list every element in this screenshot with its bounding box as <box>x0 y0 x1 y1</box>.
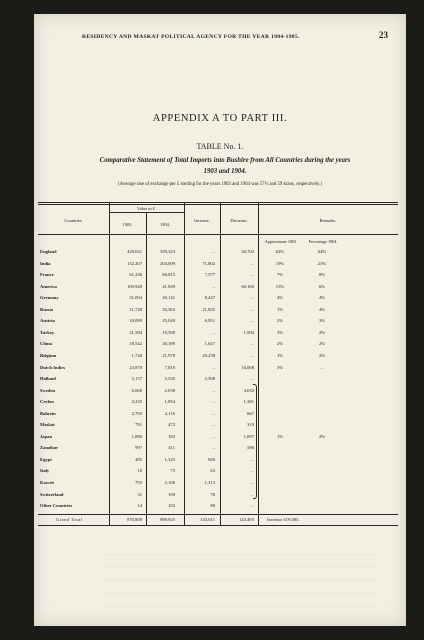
country-cell: Dutch Indies <box>40 364 66 370</box>
exchange-rate-note: (Average rate of exchange per £ sterling for the years 1903 and 1904 was 57½ and 59 krans, respectively.) <box>118 182 322 187</box>
document-page <box>34 14 406 626</box>
increase-cell: ... <box>211 249 215 254</box>
table-row <box>34 318 406 330</box>
col-header-decrease: Decrease. <box>230 218 248 223</box>
value-1904-cell: 40,141 <box>162 295 175 301</box>
increase-cell: ... <box>211 364 215 370</box>
value-1903-cell: 2,783 <box>131 410 142 416</box>
increase-cell: 63 <box>210 468 215 474</box>
country-cell: Zanzibar <box>40 445 59 451</box>
leader-dots: ··· <box>70 306 93 312</box>
decrease-cell: 586 <box>247 445 254 451</box>
table-row <box>34 399 406 411</box>
leader-dots: ··· <box>70 295 93 301</box>
value-1904-cell: 1,325 <box>164 456 175 462</box>
col-header-1904: 1904. <box>160 222 170 227</box>
value-1904-cell: 5,535 <box>164 376 175 382</box>
value-1903-cell: 1,740 <box>131 352 142 358</box>
country-cell: Sweden <box>40 387 56 393</box>
remark-1903-cell: 1% <box>276 352 284 358</box>
table-top-rule-double <box>38 204 398 205</box>
decrease-cell: 1,994 <box>243 329 254 335</box>
remark-1904-cell: 23% <box>317 260 327 266</box>
col-header-countries: Countries. <box>64 218 83 223</box>
page-number: 23 <box>379 30 388 40</box>
country-cell: Egypt <box>40 456 52 462</box>
remark-1904-cell: 4% <box>318 306 326 312</box>
country-cell: Germany <box>40 295 59 301</box>
country-cell: Turkey <box>40 329 55 335</box>
decrease-cell: 667 <box>247 410 254 416</box>
decrease-cell: ... <box>250 272 254 278</box>
decrease-cell: ... <box>250 456 254 462</box>
value-1904-cell: 472 <box>168 422 175 428</box>
value-1904-cell: 2,116 <box>164 410 175 416</box>
country-cell: Koweit <box>40 480 55 485</box>
col-header-increase: Increase. <box>194 218 210 223</box>
decrease-cell: 60,169 <box>241 283 254 289</box>
country-cell: Ceylon <box>40 399 54 405</box>
running-title: RESIDENCY AND MASKAT POLITICAL AGENCY FOR THE YEAR 1904-1905. <box>82 34 300 40</box>
decrease-cell: ... <box>250 480 254 485</box>
decrease-cell: ... <box>250 260 254 266</box>
leader-dots: ··· <box>70 399 93 405</box>
remark-1904-cell: 3% <box>318 318 326 324</box>
value-1904-cell: 411 <box>168 445 175 451</box>
increase-cell: 78 <box>210 491 215 497</box>
value-1903-cell: 100,928 <box>127 283 142 289</box>
table-row <box>34 341 406 353</box>
col-header-value: Value in £. <box>137 206 156 211</box>
leader-dots: ··· <box>70 364 93 370</box>
value-1903-cell: 10 <box>137 468 142 474</box>
leader-dots: ··· <box>70 387 93 393</box>
total-1903: 870,808 <box>127 517 142 522</box>
header-bottom-rule <box>38 234 398 235</box>
table-row <box>34 503 406 515</box>
total-decrease: 124,493 <box>239 517 254 522</box>
value-1903-cell: 3,235 <box>131 399 142 405</box>
table-number: TABLE No. 1. <box>196 142 244 151</box>
remark-1904-cell: 64% <box>317 249 327 254</box>
value-1904-cell: 73 <box>170 468 175 474</box>
leader-dots: ··· <box>70 260 93 266</box>
value-1904-cell: 204,009 <box>160 260 175 266</box>
country-cell: Austria <box>40 318 55 324</box>
value-1904-cell: 21,978 <box>162 352 175 358</box>
increase-cell: 20,238 <box>202 352 215 358</box>
country-cell: India <box>40 260 51 266</box>
remark-1903-cell: 15% <box>275 283 285 289</box>
table-row <box>34 388 406 400</box>
remark-1904-cell: 2% <box>318 433 326 439</box>
increase-cell: ... <box>211 329 215 335</box>
value-1903-cell: 791 <box>135 422 142 428</box>
table-row <box>34 249 406 261</box>
increase-cell: 21,835 <box>202 306 215 312</box>
leader-dots: ··· <box>70 341 93 347</box>
table-row <box>34 261 406 273</box>
table-row <box>34 365 406 377</box>
value-1903-cell: 6,068 <box>131 387 142 393</box>
value-1904-cell: 183 <box>168 433 175 439</box>
remark-1904-cell: 6% <box>318 283 326 289</box>
caption-line-2: 1903 and 1904. <box>203 168 247 175</box>
remark-1903-cell: 3% <box>276 364 284 370</box>
increase-cell: ... <box>211 283 215 289</box>
country-cell: Holland <box>40 376 56 382</box>
country-cell: America <box>40 283 57 289</box>
country-cell: Japan <box>40 433 53 439</box>
table-row <box>34 376 406 388</box>
decrease-cell: 1,381 <box>243 399 254 405</box>
table-row <box>34 411 406 423</box>
remark-1904-cell: 2% <box>318 341 326 347</box>
value-1904-cell: 7,810 <box>164 364 175 370</box>
value-1903-cell: 132,207 <box>127 260 142 266</box>
value-1903-cell: 429,021 <box>127 249 142 254</box>
decrease-cell: ... <box>250 376 254 382</box>
country-cell: Other Countries <box>40 503 73 509</box>
table-row <box>34 445 406 457</box>
leader-dots: ··· <box>70 376 93 382</box>
table-row <box>34 492 406 504</box>
col-header-remarks: Remarks. <box>319 218 337 223</box>
decrease-cell: ... <box>250 352 254 358</box>
remark-1904-cell: ... <box>320 364 324 370</box>
increase-cell: ... <box>211 422 215 428</box>
remark-1903-cell: 7% <box>276 272 284 278</box>
table-row <box>34 434 406 446</box>
table-row <box>34 272 406 284</box>
table-row <box>34 284 406 296</box>
remarks-sub-approx-1903: Approximate 1903. <box>264 239 298 244</box>
value-1904-cell: 109 <box>168 491 175 497</box>
decrease-cell: 1,697 <box>243 433 254 439</box>
value-1904-cell: 359,323 <box>160 249 175 254</box>
value-1903-cell: 11,728 <box>129 306 142 312</box>
increase-cell: 7,577 <box>204 272 215 278</box>
table-caption <box>68 155 382 177</box>
leader-dots: ··· <box>70 433 93 439</box>
country-cell: France <box>40 272 54 278</box>
country-cell: Switzerland <box>40 491 64 497</box>
leader-dots: ··· <box>70 456 93 462</box>
total-label: Grand Total <box>56 517 83 522</box>
facing-page-bleed-through <box>104 554 376 616</box>
decrease-cell: ... <box>250 491 254 497</box>
value-1903-cell: 793 <box>135 480 142 485</box>
remark-1904-cell: 2% <box>318 352 326 358</box>
table-row <box>34 353 406 365</box>
value-1903-cell: 31,094 <box>129 295 142 301</box>
remark-1903-cell: 4% <box>276 295 284 301</box>
leader-dots: ··· <box>70 352 93 358</box>
value-1903-cell: 23,878 <box>129 364 142 370</box>
leader-dots: ··· <box>70 491 93 497</box>
increase-cell: 6,951 <box>204 318 215 324</box>
decrease-cell: ... <box>250 295 254 301</box>
leader-dots: ··· <box>70 283 93 289</box>
leader-dots: ··· <box>70 318 93 324</box>
remark-1904-cell: 4% <box>318 295 326 301</box>
table-row <box>34 330 406 342</box>
value-1903-cell: 31 <box>137 491 142 497</box>
country-cell: England <box>40 249 57 254</box>
leader-dots: ··· <box>70 329 93 335</box>
appendix-heading: APPENDIX A TO PART III. <box>152 113 288 124</box>
value-1904-cell: 41,849 <box>162 283 175 289</box>
value-1904-cell: 20,189 <box>162 341 175 347</box>
total-remark: Increase £19,085. <box>267 517 300 522</box>
value-1903-cell: 18,089 <box>129 318 142 324</box>
country-cell: Bahrein <box>40 410 56 416</box>
country-cell: Belgium <box>40 352 57 358</box>
increase-cell: ... <box>211 433 215 439</box>
increase-cell: ... <box>211 399 215 405</box>
remark-1903-cell: 19% <box>275 260 285 266</box>
value-1904-cell: 2,038 <box>164 387 175 393</box>
decrease-cell: 20,702 <box>241 249 254 254</box>
value-1904-cell: 19,590 <box>162 329 175 335</box>
caption-line-1: Comparative Statement of Total Imports into Bushire from All Countries during the years <box>99 157 351 164</box>
country-cell: Maskat <box>40 422 55 428</box>
value-1903-cell: 3,137 <box>131 376 142 382</box>
remark-1904-cell: 2% <box>318 329 326 335</box>
decrease-cell: ... <box>250 341 254 347</box>
value-1903-cell: 485 <box>135 456 142 462</box>
country-cell: Russia <box>40 306 54 312</box>
table-row <box>34 295 406 307</box>
leader-dots: ··· <box>70 272 93 278</box>
value-1904-cell: 60,813 <box>162 272 175 278</box>
table-row <box>34 468 406 480</box>
leader-dots: ··· <box>70 422 93 428</box>
decrease-cell: 16,068 <box>241 364 254 370</box>
value-1903-cell: 61,236 <box>129 272 142 278</box>
decrease-cell: ... <box>250 468 254 474</box>
running-head <box>82 30 388 40</box>
value-1904-cell: 33,563 <box>162 306 175 312</box>
col-header-1903: 1903. <box>122 222 133 227</box>
country-cell: Italy <box>40 468 50 474</box>
remarks-sub-percent-1904: Percentage 1904. <box>308 239 338 244</box>
value-1903-cell: 21,584 <box>129 329 142 335</box>
increase-cell: 1,313 <box>204 480 215 485</box>
decrease-cell: 4,030 <box>243 387 254 393</box>
leader-dots: ··· <box>70 480 93 485</box>
remark-1903-cell: 1% <box>276 306 284 312</box>
decrease-cell: ... <box>250 306 254 312</box>
country-cell: China <box>40 341 53 347</box>
value-1903-cell: 1,880 <box>131 433 142 439</box>
value-1903-cell: 997 <box>135 445 142 451</box>
leader-dots: ··· <box>70 468 93 474</box>
table-row <box>34 422 406 434</box>
remark-1903-cell: 62% <box>275 249 285 254</box>
total-row <box>34 517 406 529</box>
total-increase: 143,611 <box>200 517 215 522</box>
remark-1903-cell: 1% <box>276 433 284 439</box>
table-row <box>34 480 406 492</box>
table-row <box>34 307 406 319</box>
value-1904-cell: 1,854 <box>164 399 175 405</box>
total-1904: 889,925 <box>160 517 175 522</box>
value-1903-cell: 14 <box>137 503 142 509</box>
value-1904-cell: 25,040 <box>162 318 175 324</box>
increase-cell: 1,647 <box>204 341 215 347</box>
increase-cell: ... <box>211 387 215 393</box>
value-1904-cell: 102 <box>168 503 175 509</box>
remark-1903-cell: 3% <box>276 329 284 335</box>
leader-dots: ··· <box>70 410 93 416</box>
decrease-cell: ... <box>250 503 254 509</box>
remark-1904-cell: 8% <box>318 272 326 278</box>
increase-cell: 840 <box>208 456 215 462</box>
decrease-brace <box>253 384 257 499</box>
increase-cell: 8,447 <box>204 295 215 301</box>
table-row <box>34 457 406 469</box>
leader-dots: ··· <box>70 503 93 509</box>
remark-1903-cell: 2% <box>276 318 284 324</box>
value-1903-cell: 18,542 <box>129 341 142 347</box>
increase-cell: ... <box>211 410 215 416</box>
decrease-cell: ... <box>250 318 254 324</box>
value-1904-cell: 2,106 <box>164 480 175 485</box>
leader-dots: ··· <box>70 249 93 254</box>
increase-cell: 88 <box>210 503 215 509</box>
increase-cell: 71,802 <box>202 260 215 266</box>
leader-dots: ··· <box>70 445 93 451</box>
increase-cell: 2,398 <box>204 376 215 382</box>
increase-cell: ... <box>211 445 215 451</box>
remark-1903-cell: 2% <box>276 341 284 347</box>
decrease-cell: 319 <box>247 422 254 428</box>
